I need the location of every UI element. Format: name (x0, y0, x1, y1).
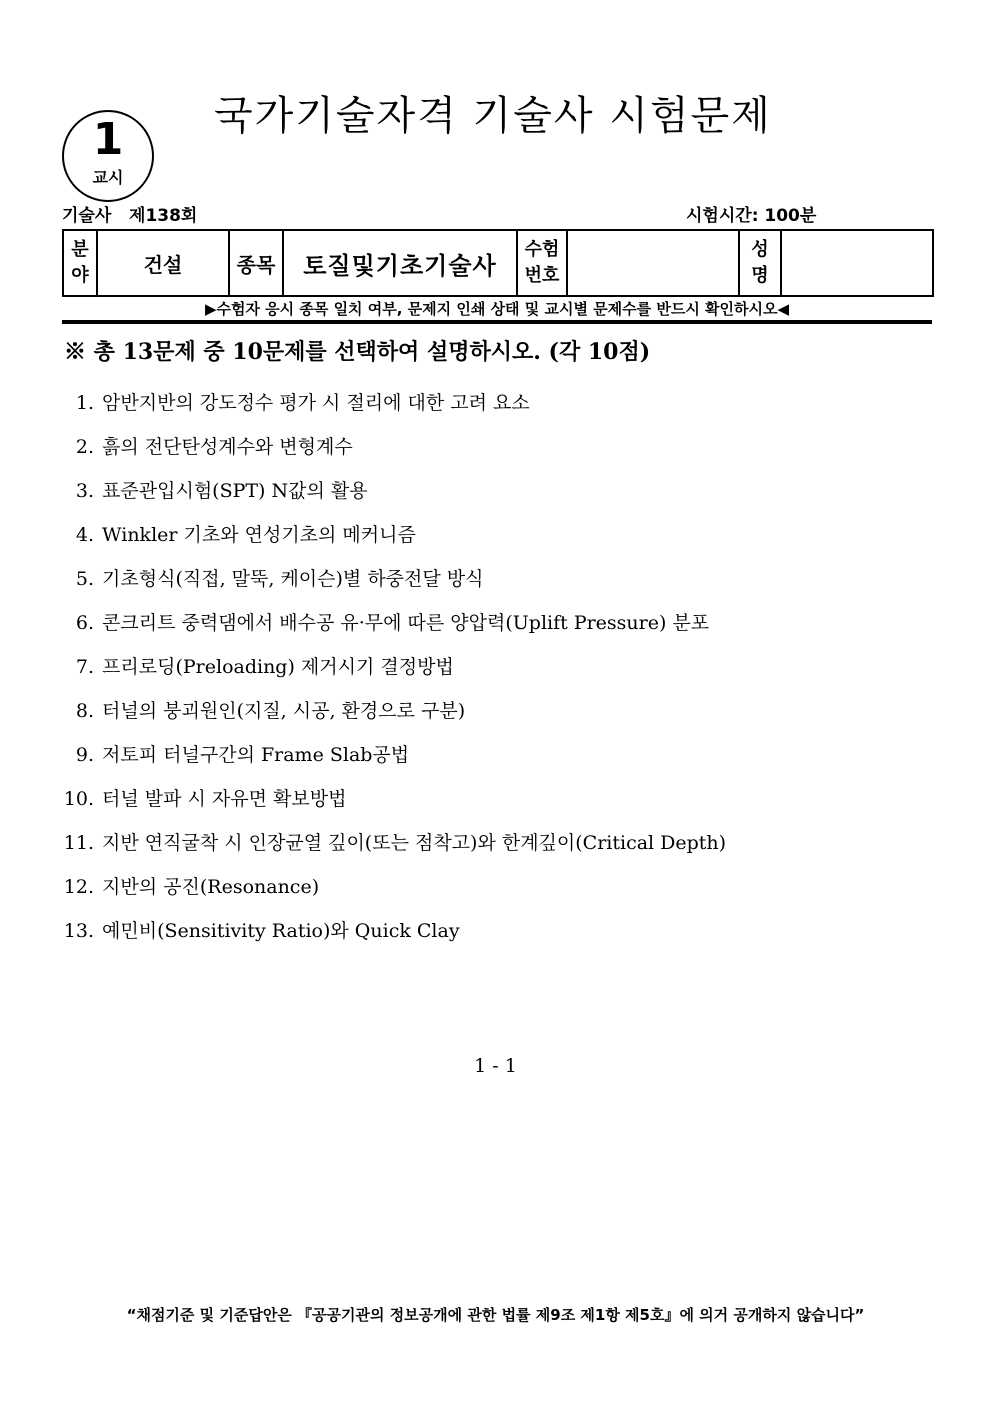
exam-round: 기술사 제138회 (62, 206, 198, 226)
question-item (54, 385, 726, 429)
question-text: 저토피 터널구간의 Frame Slab공법 (102, 744, 410, 766)
instruction: ※ 총 13문제 중 10문제를 선택하여 설명하시오. (각 10점) (64, 339, 651, 365)
question-number: 6. (75, 612, 94, 634)
question-text: 콘크리트 중력댐에서 배수공 유·무에 따른 양압력(Uplift Pressure) 분포 (102, 612, 710, 634)
session-number: 1 (92, 114, 124, 165)
exam-info-table (62, 229, 934, 297)
exam-number-label-line-2: 번호 (524, 265, 560, 286)
question-item (54, 473, 726, 517)
question-text: Winkler 기초와 연성기초의 메커니즘 (102, 524, 416, 546)
question-text: 표준관입시험(SPT) N값의 활용 (102, 480, 368, 502)
exam-info-row (62, 204, 932, 228)
exam-time: 시험시간: 100분 (686, 206, 817, 226)
question-item (54, 781, 726, 825)
session-label: 교시 (92, 168, 124, 187)
exam-number-label-line-1: 수험 (524, 239, 560, 260)
question-number: 5. (75, 568, 94, 590)
field-value: 건설 (97, 230, 229, 296)
category-label: 종목 (229, 230, 283, 296)
field-label-line-1: 분 (71, 239, 89, 260)
question-number: 9. (75, 744, 94, 766)
category-value: 토질및기초기술사 (283, 230, 517, 296)
question-item (54, 825, 726, 869)
question-item (54, 649, 726, 693)
question-number: 11. (63, 832, 94, 854)
question-number: 13. (63, 920, 94, 942)
page-title: 국가기술자격 기술사 시험문제 (214, 93, 772, 139)
question-item (54, 429, 726, 473)
name-input[interactable] (781, 230, 933, 296)
question-item (54, 913, 726, 957)
question-number: 2. (75, 436, 94, 458)
question-text: 지반의 공진(Resonance) (102, 876, 320, 898)
question-number: 4. (75, 524, 94, 546)
question-number: 8. (75, 700, 94, 722)
question-text: 프리로딩(Preloading) 제거시기 결정방법 (102, 656, 454, 678)
question-number: 1. (75, 392, 94, 414)
question-text: 지반 연직굴착 시 인장균열 깊이(또는 점착고)와 한계깊이(Critical Depth) (102, 832, 727, 854)
exam-number-label-cell (517, 230, 567, 296)
question-text: 예민비(Sensitivity Ratio)와 Quick Clay (102, 920, 460, 942)
field-label-line-2: 야 (71, 265, 89, 286)
question-item (54, 693, 726, 737)
question-text: 암반지반의 강도정수 평가 시 절리에 대한 고려 요소 (102, 392, 530, 414)
question-item (54, 737, 726, 781)
field-label-cell (63, 230, 97, 296)
question-number: 12. (63, 876, 94, 898)
question-text: 터널의 붕괴원인(지질, 시공, 환경으로 구분) (102, 700, 466, 722)
question-list (54, 385, 726, 957)
question-item (54, 561, 726, 605)
question-number: 10. (63, 788, 94, 810)
question-item (54, 517, 726, 561)
question-text: 흙의 전단탄성계수와 변형계수 (102, 436, 353, 458)
question-text: 터널 발파 시 자유면 확보방법 (102, 788, 347, 810)
question-item (54, 869, 726, 913)
page-number: 1 - 1 (474, 1055, 517, 1077)
question-number: 3. (75, 480, 94, 502)
name-label-cell (739, 230, 781, 296)
question-item (54, 605, 726, 649)
name-label-line-1: 성 (751, 239, 769, 260)
notice-bar: ▶수험자 응시 종목 일치 여부, 문제지 인쇄 상태 및 교시별 문제수를 반드시 확인하시오◀ (62, 298, 932, 324)
question-number: 7. (75, 656, 94, 678)
question-text: 기초형식(직접, 말뚝, 케이슨)별 하중전달 방식 (102, 568, 484, 590)
name-label-line-2: 명 (751, 265, 769, 286)
exam-number-input[interactable] (567, 230, 739, 296)
footer-note: “채점기준 및 기준답안은 『공공기관의 정보공개에 관한 법률 제9조 제1항 제5호』에 의거 공개하지 않습니다” (126, 1306, 865, 1324)
session-badge (62, 110, 154, 202)
